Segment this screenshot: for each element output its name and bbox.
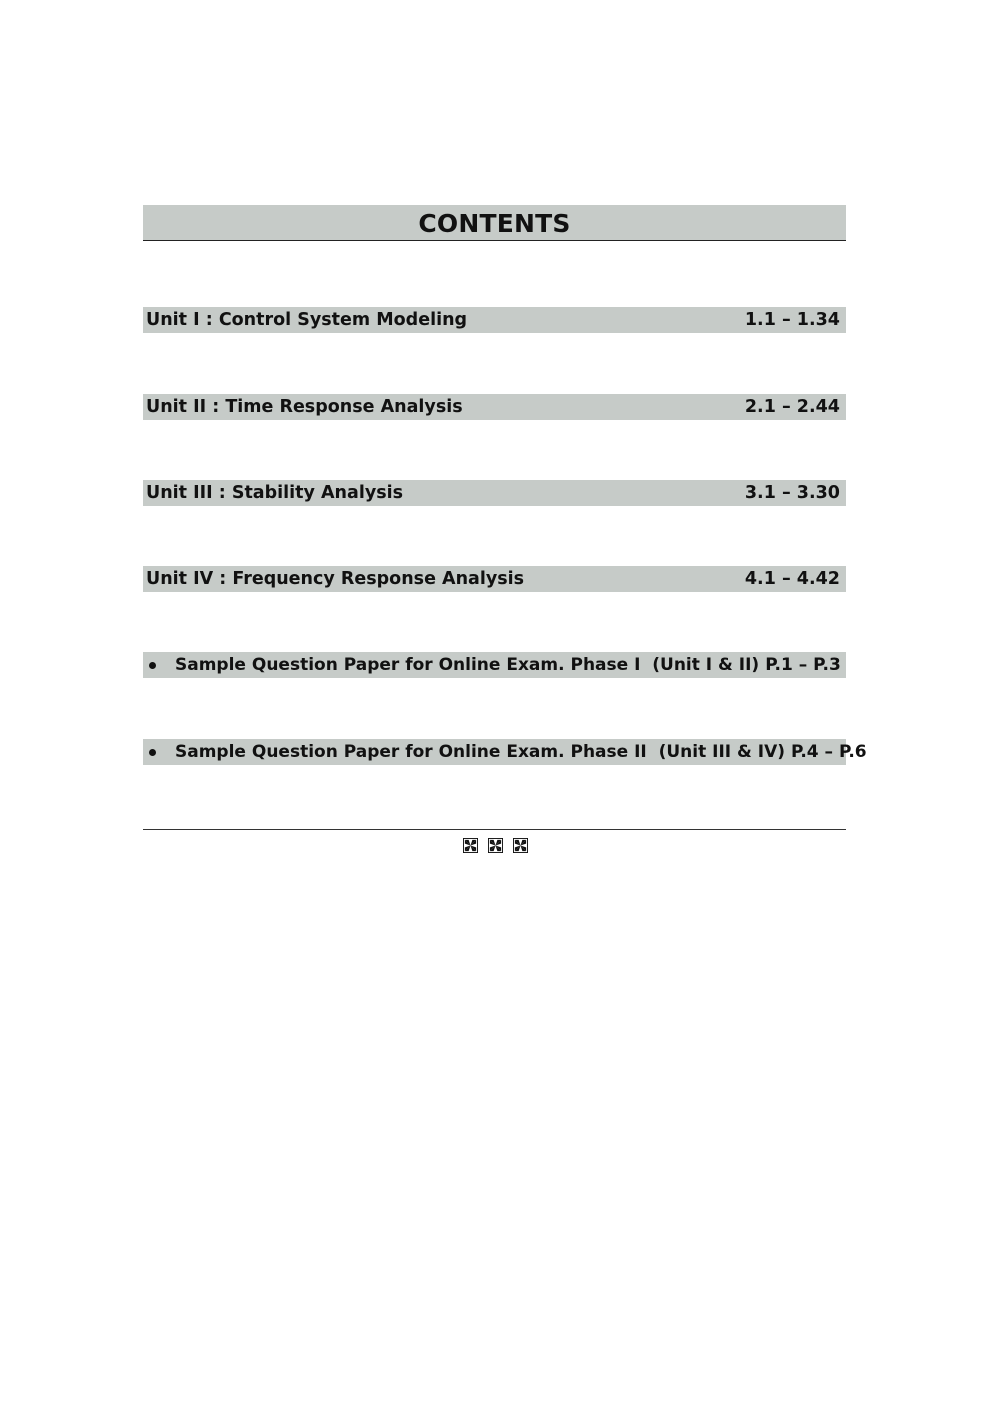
toc-entry-label: Unit IV : Frequency Response Analysis <box>146 569 525 589</box>
contents-title-bar <box>143 205 846 241</box>
end-rule <box>143 829 846 830</box>
toc-entry-unit-1[interactable] <box>143 307 846 333</box>
toc-entry-unit-2[interactable] <box>143 394 846 420</box>
bullet-icon <box>149 749 156 756</box>
toc-entry-unit-4[interactable] <box>143 566 846 592</box>
toc-entry-label: Unit II : Time Response Analysis <box>146 397 463 417</box>
toc-entry-pages: 4.1 – 4.42 <box>744 569 840 589</box>
toc-entry-sample-paper-1[interactable] <box>143 652 846 678</box>
cross-pattee-icon <box>488 838 503 853</box>
toc-entry-label: Unit I : Control System Modeling <box>146 310 468 330</box>
toc-entry-unit-3[interactable] <box>143 480 846 506</box>
cross-pattee-icon <box>463 838 478 853</box>
bullet-icon <box>149 662 156 669</box>
toc-entry-label-wrap <box>146 742 785 762</box>
page-title: CONTENTS <box>418 209 571 238</box>
toc-entry-pages: 2.1 – 2.44 <box>744 397 840 417</box>
toc-entry-label: Unit III : Stability Analysis <box>146 483 404 503</box>
cross-pattee-icon <box>513 838 528 853</box>
toc-entry-pages: 3.1 – 3.30 <box>744 483 840 503</box>
toc-entry-label-wrap <box>146 655 759 675</box>
end-ornaments <box>443 835 547 855</box>
toc-entry-label: Sample Question Paper for Online Exam. Phase II (Unit III & IV) <box>175 742 786 762</box>
toc-entry-pages: P.1 – P.3 <box>765 655 841 675</box>
toc-entry-label: Sample Question Paper for Online Exam. Phase I (Unit I & II) <box>175 655 760 675</box>
toc-entry-pages: 1.1 – 1.34 <box>744 310 840 330</box>
toc-entry-sample-paper-2[interactable] <box>143 739 867 765</box>
toc-entry-pages: P.4 – P.6 <box>791 742 867 762</box>
